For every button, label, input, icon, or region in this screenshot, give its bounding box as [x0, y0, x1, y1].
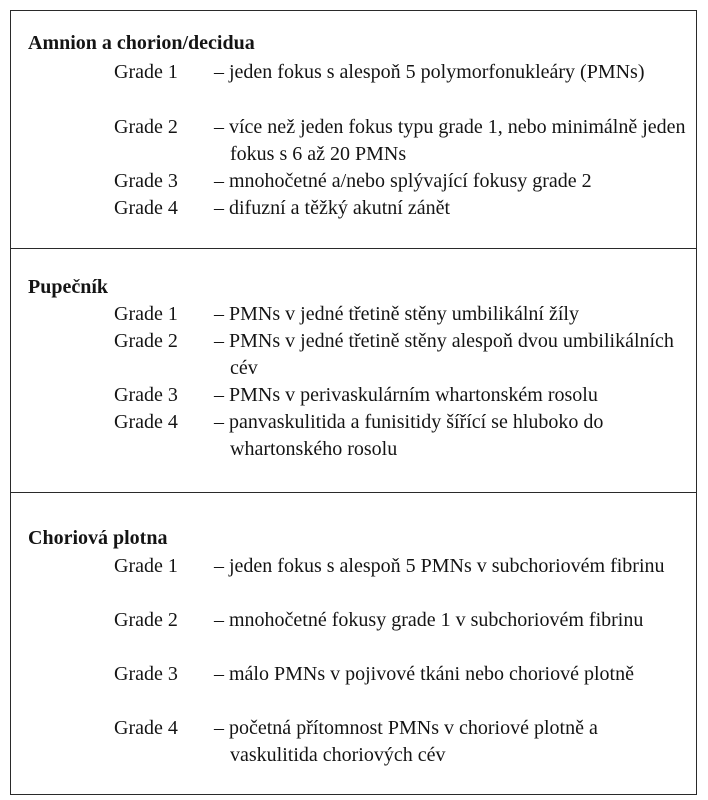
- grade-label: Grade 1: [114, 555, 178, 577]
- grade-description: – jeden fokus s alespoň 5 PMNs v subchoriovém fibrinu: [214, 555, 665, 577]
- grade-description: – panvaskulitida a funisitidy šířící se hluboko do whartonského rosolu: [214, 411, 604, 460]
- grading-table: [10, 10, 697, 795]
- grade-label: Grade 3: [114, 663, 178, 685]
- grade-label: Grade 2: [114, 330, 178, 352]
- grade-label: Grade 3: [114, 170, 178, 192]
- grade-description: – PMNs v perivaskulárním whartonském rosolu: [214, 384, 598, 406]
- grade-label: Grade 4: [114, 717, 178, 739]
- grade-label: Grade 1: [114, 61, 178, 83]
- section-pupecnik: [11, 248, 696, 492]
- section-heading: Amnion a chorion/decidua: [28, 32, 255, 54]
- grade-label: Grade 4: [114, 411, 178, 433]
- grade-description: – difuzní a těžký akutní zánět: [214, 197, 451, 219]
- grade-description: – více než jeden fokus typu grade 1, nebo minimálně jeden fokus s 6 až 20 PMNs: [214, 116, 686, 165]
- grade-label: Grade 3: [114, 384, 178, 406]
- grade-description: – mnohočetné fokusy grade 1 v subchoriovém fibrinu: [214, 609, 644, 631]
- grade-description: – málo PMNs v pojivové tkáni nebo choriové plotně: [214, 663, 634, 685]
- grade-description: – PMNs v jedné třetině stěny alespoň dvou umbilikálních cév: [214, 330, 674, 379]
- section-heading: Pupečník: [28, 276, 109, 298]
- grade-description: – mnohočetné a/nebo splývající fokusy grade 2: [214, 170, 592, 192]
- grade-description: – PMNs v jedné třetině stěny umbilikální žíly: [214, 303, 579, 325]
- grade-label: Grade 4: [114, 197, 178, 219]
- grade-description: – jeden fokus s alespoň 5 polymorfonukleáry (PMNs): [214, 61, 645, 83]
- grade-label: Grade 2: [114, 609, 178, 631]
- grade-label: Grade 2: [114, 116, 178, 138]
- grade-description: – početná přítomnost PMNs v choriové plotně a vaskulitida choriových cév: [214, 717, 598, 766]
- section-heading: Choriová plotna: [28, 527, 168, 549]
- section-amnion-chorion: [11, 11, 696, 248]
- section-choriova-plotna: [11, 492, 696, 796]
- grade-label: Grade 1: [114, 303, 178, 325]
